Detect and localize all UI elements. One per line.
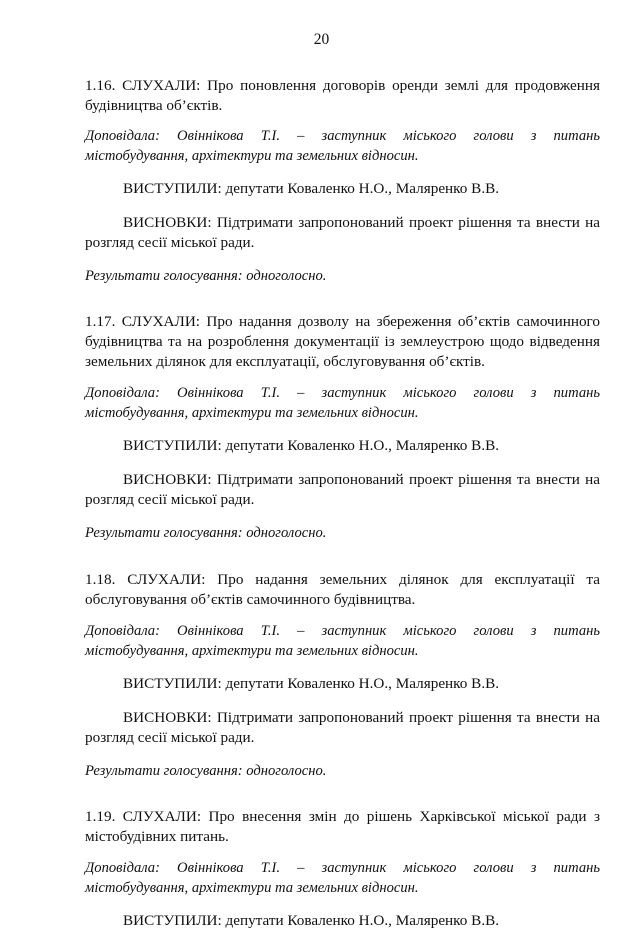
- spoke-text: ВИСТУПИЛИ: депутати Коваленко Н.О., Маляренко В.В.: [123, 912, 500, 929]
- document-body: [85, 76, 600, 931]
- spoke-text: ВИСТУПИЛИ: депутати Коваленко Н.О., Маляренко В.В.: [123, 180, 500, 197]
- spoke-text: ВИСТУПИЛИ: депутати Коваленко Н.О., Маляренко В.В.: [123, 675, 500, 692]
- conclusion-text: ВИСНОВКИ: Підтримати запропонований проект рішення та внести на розгляд сесії міської ради.: [85, 709, 600, 746]
- voting-result: Результати голосування: одноголосно.: [85, 525, 327, 541]
- reporter-line-1: Доповідала: Овіннікова Т.І. – заступник міського голови з питань: [85, 623, 600, 639]
- conclusion-text: ВИСНОВКИ: Підтримати запропонований проект рішення та внести на розгляд сесії міської ради.: [85, 214, 600, 251]
- heard-text: 1.19. СЛУХАЛИ: Про внесення змін до рішень Харківської міської ради з містобудівних питань.: [85, 808, 600, 845]
- page-number: 20: [313, 31, 330, 48]
- reporter-text: [85, 126, 600, 166]
- reporter-text: [85, 383, 600, 423]
- reporter-text: [85, 621, 600, 661]
- voting-result: Результати голосування: одноголосно.: [85, 763, 327, 779]
- reporter-line-1: Доповідала: Овіннікова Т.І. – заступник міського голови з питань: [85, 128, 600, 144]
- reporter-line-2: містобудування, архітектури та земельних відносин.: [85, 148, 419, 164]
- reporter-line-1: Доповідала: Овіннікова Т.І. – заступник міського голови з питань: [85, 385, 600, 401]
- reporter-line-2: містобудування, архітектури та земельних відносин.: [85, 643, 419, 659]
- heard-text: 1.16. СЛУХАЛИ: Про поновлення договорів оренди землі для продовження будівництва об’єктів.: [85, 77, 600, 114]
- reporter-text: [85, 858, 600, 898]
- heard-text: 1.18. СЛУХАЛИ: Про надання земельних ділянок для експлуатації та обслуговування об’єктів самочинного будівництва.: [85, 571, 600, 608]
- reporter-line-1: Доповідала: Овіннікова Т.І. – заступник міського голови з питань: [85, 860, 600, 876]
- agenda-item-1-17: [85, 312, 600, 543]
- heard-text: 1.17. СЛУХАЛИ: Про надання дозволу на збереження об’єктів самочинного будівництва та на розроблення документації із землеустрою щодо відведення земельних ділянок для експлуатації, обслуговування об’єктів.: [85, 313, 600, 370]
- agenda-item-1-18: [85, 570, 600, 781]
- spoke-text: ВИСТУПИЛИ: депутати Коваленко Н.О., Маляренко В.В.: [123, 437, 500, 454]
- agenda-item-1-19: [85, 807, 600, 931]
- reporter-line-2: містобудування, архітектури та земельних відносин.: [85, 880, 419, 896]
- reporter-line-2: містобудування, архітектури та земельних відносин.: [85, 405, 419, 421]
- agenda-item-1-16: [85, 76, 600, 286]
- voting-result: Результати голосування: одноголосно.: [85, 268, 327, 284]
- conclusion-text: ВИСНОВКИ: Підтримати запропонований проект рішення та внести на розгляд сесії міської ради.: [85, 471, 600, 508]
